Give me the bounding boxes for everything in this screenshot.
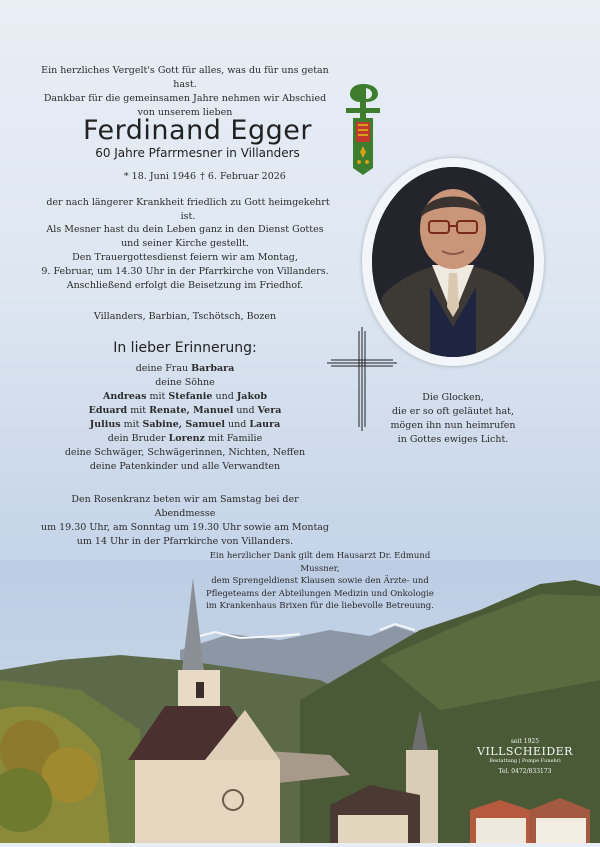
service-text: Als Mesner hast du dein Leben ganz in den Dienst Gottes und seiner Kirche gestellt. Den Trauergottesdienst feiern wir am Montag, 9. Februar, um 14.30 Uhr in der Pfarrkirche von Villanders. Anschließend erfolgt die Beisetzung im Friedhof. [41, 224, 329, 291]
family-list: deine Frau Barbara deine Söhne Andreas mit Stefanie und Jakob Eduard mit Renate, Manuel und Vera Julius mit Sabine, Samuel und Laura dein Bruder Lorenz mit Familie deine Schwäger, Schwägerinnen, Nichten, Neffen deine Patenkinder und alle Verwandten [64, 363, 306, 472]
poem-text: Die Glocken, die er so oft geläutet hat, mögen ihn nun heimrufen in Gottes ewiges Licht. [390, 392, 516, 445]
funeral-home-logo: seit 1925 VILLSCHEIDER Bestattung | Pompe Funebri Tel. 0472/833173 [477, 738, 573, 775]
deceased-role: 60 Jahre Pfarrmesner in Villanders [95, 146, 300, 160]
passing-text: der nach längerer Krankheit friedlich zu Gott heimgekehrt ist. [46, 197, 330, 222]
thanks-text: Ein herzlicher Dank gilt dem Hausarzt Dr. Edmund Mussner, dem Sprengeldienst Klausen sowie den Ärzte- und Pflegeteams der Abteilungen Medizin und Onkologie im Krankenhaus Brixen für die liebevolle Betreuung. [206, 551, 434, 611]
intro-text: Ein herzliches Vergelt's Gott für alles, was du für uns getan hast. Dankbar für die gemeinsamen Jahre nehmen wir Abschied von unserem lieben [41, 65, 329, 118]
places-text: Villanders, Barbian, Tschötsch, Bozen [93, 311, 277, 322]
death-date: † 6. Februar 2026 [200, 171, 286, 182]
memory-heading: In lieber Erinnerung: [113, 340, 257, 356]
deceased-name: Ferdinand Egger [83, 115, 312, 146]
birth-date: * 18. Juni 1946 [123, 171, 197, 182]
rosary-text: Den Rosenkranz beten wir am Samstag bei der Abendmesse um 19.30 Uhr, am Sonntag um 19.30 Uhr sowie am Montag um 14 Uhr in der Pfarrkirche von Villanders. [40, 494, 330, 547]
